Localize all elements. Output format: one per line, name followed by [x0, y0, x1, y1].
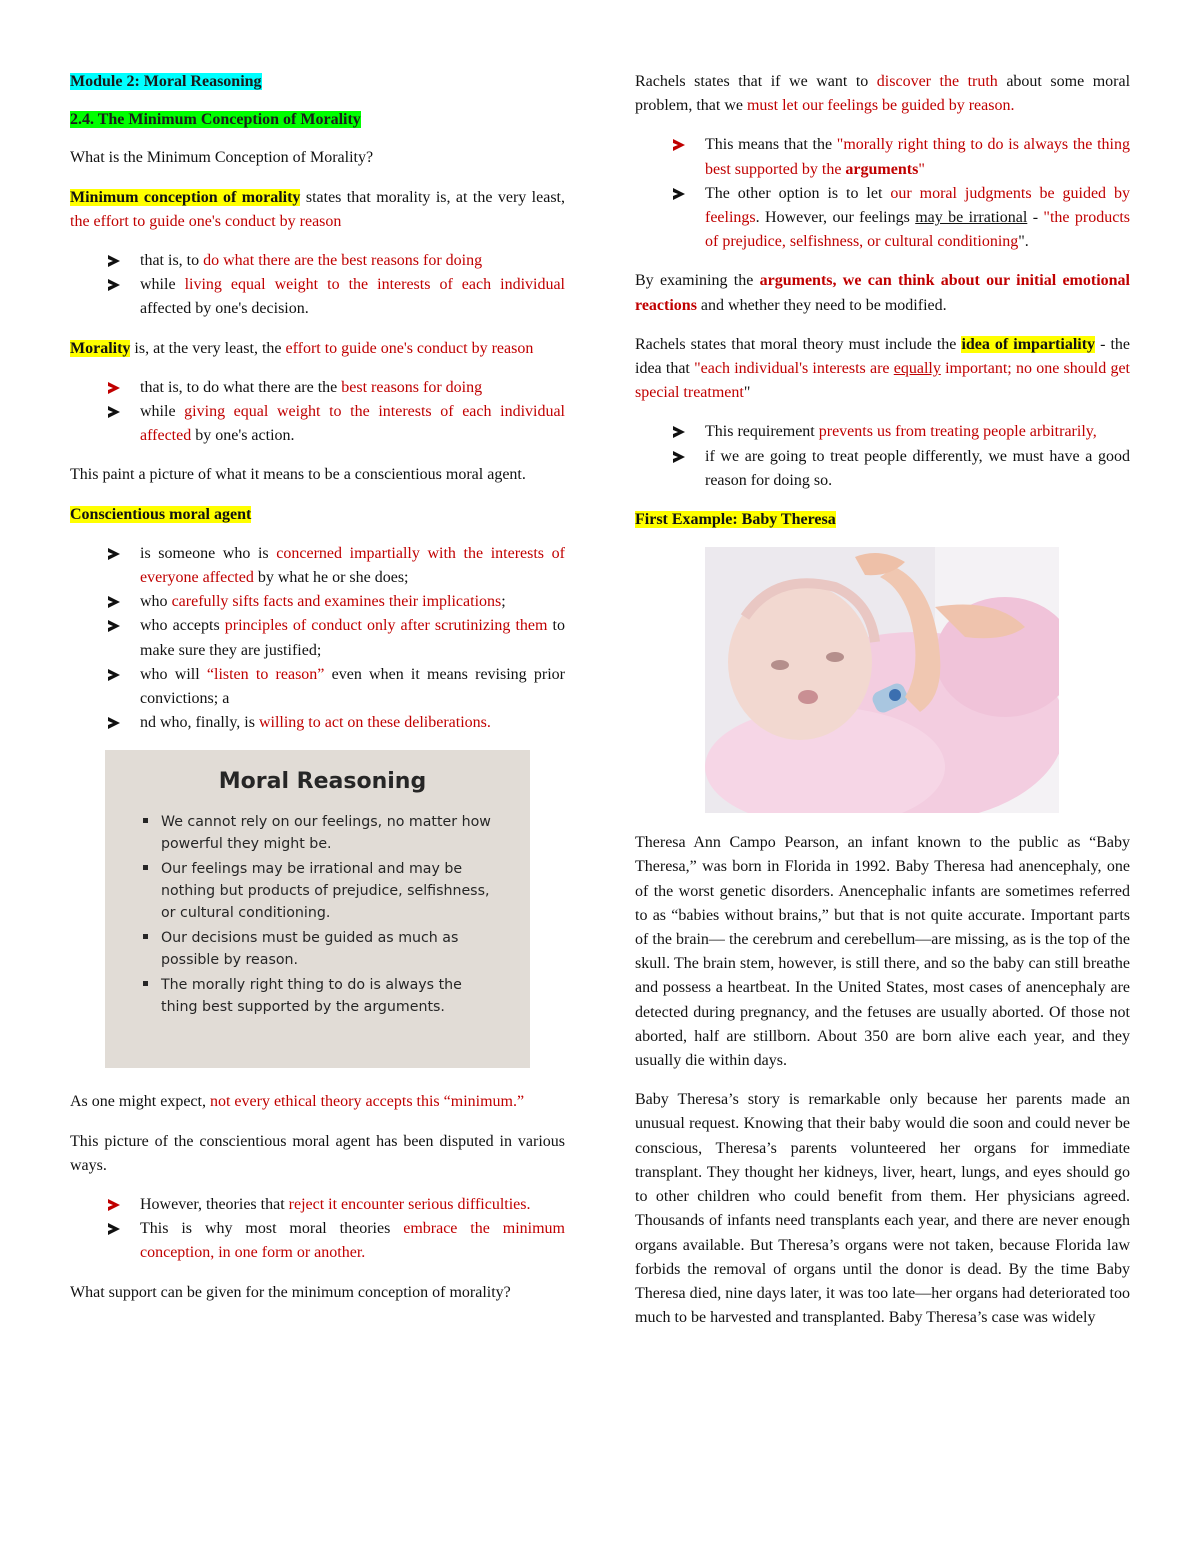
cma-bullets	[70, 542, 565, 736]
impartiality-bullets	[635, 420, 1130, 493]
morality-term: Morality	[70, 339, 131, 357]
list-item: that is, to do what there are the best reasons for doing	[70, 376, 565, 400]
list-item: while living equal weight to the interests of each individual affected by one's decision.	[70, 273, 565, 321]
arrow-bullet-icon	[673, 426, 685, 438]
examining-arguments-paragraph: By examining the arguments, we can think about our initial emotional reactions and whether they need to be modified.	[635, 272, 1130, 314]
arrow-bullet-icon	[108, 717, 120, 729]
example-heading: First Example: Baby Theresa	[635, 511, 836, 529]
moral-reasoning-slide-image	[105, 750, 530, 1068]
arrow-bullet-icon	[108, 1223, 120, 1235]
list-item: who accepts principles of conduct only after scrutinizing them to make sure they are justified;	[70, 614, 565, 662]
list-item: This requirement prevents us from treating people arbitrarily,	[635, 420, 1130, 444]
question-what-is-mcm: What is the Minimum Conception of Morality?	[70, 149, 374, 167]
arrow-bullet-icon	[108, 548, 120, 560]
list-item: is someone who is concerned impartially with the interests of everyone affected by what he or she does;	[70, 542, 565, 590]
section-title: 2.4. The Minimum Conception of Morality	[70, 111, 361, 129]
arrow-bullet-icon	[673, 139, 685, 151]
support-question: What support can be given for the minimum conception of morality?	[70, 1283, 511, 1301]
morality-definition: Morality is, at the very least, the effort to guide one's conduct by reason	[70, 339, 534, 357]
baby-photo-illustration	[705, 547, 1059, 813]
arrow-bullet-icon	[108, 382, 120, 394]
slide-item: Our feelings may be irrational and may be nothing but products of prejudice, selfishness, or cultural conditioning.	[143, 858, 502, 924]
left-column	[70, 70, 565, 1320]
arrow-bullet-icon	[673, 188, 685, 200]
disputed-bullets	[70, 1193, 565, 1266]
arrow-bullet-icon	[108, 669, 120, 681]
list-item: However, theories that reject it encounter serious difficulties.	[70, 1193, 565, 1217]
cma-heading: Conscientious moral agent	[70, 505, 252, 523]
arrow-bullet-icon	[108, 406, 120, 418]
morality-bullets	[70, 376, 565, 449]
list-item: who will “listen to reason” even when it means revising prior convictions; a	[70, 663, 565, 711]
slide-item: Our decisions must be guided as much as possible by reason.	[143, 927, 502, 971]
rachels-impartiality-paragraph: Rachels states that moral theory must include the idea of impartiality - the idea that "each individual's interests are equally important; no one should get special treatment"	[635, 335, 1131, 402]
slide-bullets	[143, 811, 502, 1018]
baby-theresa-photo	[705, 547, 1059, 813]
mcm-definition: Minimum conception of morality states that morality is, at the very least, the effort to guide one's conduct by reason	[70, 188, 565, 230]
arrow-bullet-icon	[108, 255, 120, 267]
arrow-bullet-icon	[673, 451, 685, 463]
list-item: that is, to do what there are the best reasons for doing	[70, 249, 565, 273]
expect-text: As one might expect, not every ethical theory accepts this “minimum.”	[70, 1093, 525, 1111]
rachels-feelings-bullets	[635, 133, 1130, 254]
list-item: This means that the "morally right thing to do is always the thing best supported by the arguments"	[635, 133, 1130, 181]
list-item: if we are going to treat people differently, we must have a good reason for doing so.	[635, 445, 1130, 493]
arrow-bullet-icon	[108, 596, 120, 608]
mcm-term: Minimum conception of morality	[70, 188, 301, 206]
arrow-bullet-icon	[108, 1199, 120, 1211]
list-item: This is why most moral theories embrace the minimum conception, in one form or another.	[70, 1217, 565, 1265]
list-item: who carefully sifts facts and examines their implications;	[70, 590, 565, 614]
theresa-paragraph-2: Baby Theresa’s story is remarkable only because her parents made an unusual request. Knowing that their baby would die soon and could never be conscious, Theresa’s parents volunteered her organs for immediate transplant. They thought her kidneys, liver, heart, lungs, and eyes should go to other children who could benefit from them. Her physicians agreed. Thousands of infants need transplants each year, and there are never enough organs available. But Theresa’s organs were not taken, because Florida law forbids the removal of organs until the donor is dead. By the time Baby Theresa died, nine days later, it was too late—her organs had deteriorated too much to be harvested and transplanted. Baby Theresa’s case was widely	[635, 1091, 1130, 1327]
paint-picture-text: This paint a picture of what it means to be a conscientious moral agent.	[70, 466, 526, 484]
disputed-text: This picture of the conscientious moral agent has been disputed in various ways.	[70, 1132, 565, 1174]
slide-item: We cannot rely on our feelings, no matter how powerful they might be.	[143, 811, 502, 855]
list-item: nd who, finally, is willing to act on these deliberations.	[70, 711, 565, 735]
mcm-bullets	[70, 249, 565, 322]
slide-item: The morally right thing to do is always the thing best supported by the arguments.	[143, 974, 502, 1018]
right-column	[635, 70, 1130, 1345]
list-item: The other option is to let our moral judgments be guided by feelings. However, our feelings may be irrational - "the products of prejudice, selfishness, or cultural conditioning".	[635, 182, 1130, 255]
rachels-feelings-paragraph: Rachels states that if we want to discover the truth about some moral problem, that we must let our feelings be guided by reason.	[635, 73, 1131, 115]
arrow-bullet-icon	[108, 279, 120, 291]
arrow-bullet-icon	[108, 620, 120, 632]
theresa-paragraph-1: Theresa Ann Campo Pearson, an infant known to the public as “Baby Theresa,” was born in Florida in 1992. Baby Theresa had anencephaly, one of the worst genetic disorders. Anencephalic infants are sometimes referred to as “babies without brains,” but that is not quite accurate. Important parts of the brain— the cerebrum and cerebellum—are missing, as is the top of the skull. The brain stem, however, is still there, and so the baby can still breathe and possess a heartbeat. In the United States, most cases of anencephaly are detected during pregnancy, and the fetuses are usually aborted. Of those not aborted, half are stillborn. About 350 are born alive each year, and they usually die within days.	[635, 834, 1130, 1070]
module-title: Module 2: Moral Reasoning	[70, 73, 262, 90]
slide-title: Moral Reasoning	[218, 769, 427, 795]
list-item: while giving equal weight to the interests of each individual affected by one's action.	[70, 400, 565, 448]
